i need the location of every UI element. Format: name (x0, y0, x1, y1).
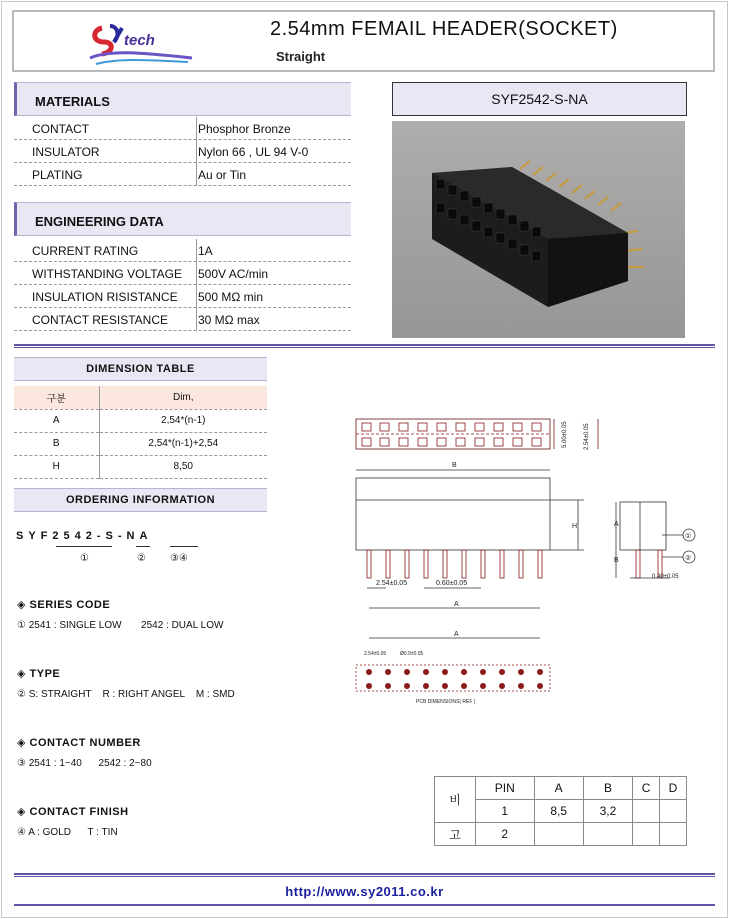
title-header (12, 10, 715, 72)
type-text: ② S: STRAIGHT R : RIGHT ANGEL M : SMD (17, 689, 235, 700)
pcb-caption: PCB DIMENSIONS( REF ) (416, 699, 476, 705)
drawing-label-side-b: B (614, 557, 619, 564)
table-header-cell: D (660, 777, 687, 800)
drawing-label-pcb-dia: Ø0.9±0.05 (400, 651, 424, 657)
engineering-row (14, 262, 351, 285)
table-cell (583, 823, 632, 846)
engineering-key: WITHSTANDING VOLTAGE (32, 267, 183, 281)
materials-key: PLATING (32, 168, 83, 182)
engineering-value: 500 MΩ min (198, 290, 263, 304)
table-cell: A (14, 409, 99, 432)
ordering-underline (56, 546, 112, 547)
engineering-key: CURRENT RATING (32, 244, 139, 258)
ordering-info-heading: ORDERING INFORMATION (14, 488, 267, 512)
part-number-box: SYF2542-S-NA (392, 82, 687, 116)
drawing-label-pitch: 2.54±0.05 (376, 580, 408, 587)
materials-value: Phosphor Bronze (198, 122, 291, 136)
drawing-label-pin: 0.60±0.05 (436, 580, 468, 587)
table-row (14, 409, 267, 432)
engineering-row (14, 285, 351, 308)
table-row (14, 432, 267, 455)
series-code-heading: ◈ SERIES CODE (17, 599, 111, 611)
table-header-cell: PIN (476, 777, 535, 800)
spec-table (434, 776, 687, 846)
drawing-callout-2: ② (685, 555, 692, 562)
table-header-cell: Dim, (99, 386, 267, 409)
dimension-table-heading: DIMENSION TABLE (14, 357, 267, 381)
drawing-callout-1: ① (685, 533, 692, 540)
header-socket-photo (392, 121, 685, 338)
engineering-value: 500V AC/min (198, 267, 269, 281)
page-subtitle: Straight (276, 49, 326, 64)
page-title: 2.54mm FEMAIL HEADER(SOCKET) (270, 18, 618, 40)
table-cell: 8,5 (534, 800, 583, 823)
drawing-label-width: 5.00±0.05 (562, 421, 568, 448)
drawing-label-a: A (454, 601, 459, 608)
ordering-marker: ② (137, 553, 146, 564)
materials-value: Nylon 66 , UL 94 V-0 (198, 145, 309, 159)
table-cell: 2,54*(n-1)+2,54 (99, 432, 267, 455)
materials-key: CONTACT (32, 122, 90, 136)
table-cell (633, 800, 660, 823)
company-logo (88, 20, 208, 68)
table-row (435, 823, 687, 846)
engineering-heading: ENGINEERING DATA (35, 214, 164, 229)
footer-divider (14, 873, 715, 877)
ordering-underline (170, 546, 198, 547)
remark-cell: 비 (435, 777, 476, 823)
type-heading: ◈ TYPE (17, 668, 61, 680)
materials-row (14, 117, 351, 140)
drawing-label-pin2: 0.40±0.05 (652, 574, 679, 580)
engineering-row (14, 308, 351, 331)
ordering-underline (136, 546, 150, 547)
series-code-text: ① 2541 : SINGLE LOW 2542 : DUAL LOW (17, 620, 224, 631)
table-cell (660, 800, 687, 823)
product-photo (392, 121, 685, 338)
logo-wordmark: tech (124, 32, 155, 49)
ordering-code: SYF2542-S-NA (16, 530, 153, 542)
section-divider (14, 344, 715, 348)
footer-url-link[interactable]: http://www.sy2011.co.kr (285, 884, 444, 899)
table-cell (534, 823, 583, 846)
table-cell: 1 (476, 800, 535, 823)
materials-heading: MATERIALS (35, 94, 110, 109)
table-header-cell: A (534, 777, 583, 800)
table-cell (633, 823, 660, 846)
drawing-label-b: B (452, 462, 457, 469)
table-header-cell: C (633, 777, 660, 800)
contact-number-heading: ◈ CONTACT NUMBER (17, 737, 141, 749)
contact-finish-heading: ◈ CONTACT FINISH (17, 806, 129, 818)
engineering-value: 1A (198, 244, 213, 258)
ordering-marker: ① (80, 553, 89, 564)
materials-row (14, 163, 351, 186)
materials-key: INSULATOR (32, 145, 100, 159)
technical-drawing (340, 410, 720, 710)
drawing-label-side-a: A (614, 521, 619, 528)
table-cell: B (14, 432, 99, 455)
materials-row (14, 140, 351, 163)
table-cell: 2 (476, 823, 535, 846)
table-cell: 8,50 (99, 455, 267, 478)
drawing-label-pcb-hole: 2.54±0.05 (364, 651, 387, 657)
table-row (435, 777, 687, 800)
table-row (14, 386, 267, 409)
table-cell: H (14, 455, 99, 478)
table-header-cell: 구분 (14, 386, 99, 409)
contact-number-text: ③ 2541 : 1~40 2542 : 2~80 (17, 758, 152, 769)
materials-heading-bar (14, 82, 351, 116)
materials-value: Au or Tin (198, 168, 247, 182)
drawing-label-h: H (572, 523, 578, 530)
drawing-label-half: 2.54±0.05 (584, 423, 590, 450)
table-header-cell: B (583, 777, 632, 800)
engineering-value: 30 MΩ max (198, 313, 260, 327)
remark-cell: 고 (435, 823, 476, 846)
drawing-label-pcb-a: A (454, 631, 459, 638)
table-cell: 2,54*(n-1) (99, 409, 267, 432)
engineering-row (14, 239, 351, 262)
dimension-table (14, 386, 267, 479)
table-cell (660, 823, 687, 846)
ordering-marker: ③④ (170, 553, 188, 564)
contact-finish-text: ④ A : GOLD T : TIN (17, 827, 118, 838)
table-cell: 3,2 (583, 800, 632, 823)
engineering-heading-bar (14, 202, 351, 236)
engineering-key: CONTACT RESISTANCE (32, 313, 169, 327)
table-row (14, 455, 267, 478)
engineering-key: INSULATION RISISTANCE (32, 290, 178, 304)
footer-bottom-rule (14, 904, 715, 906)
